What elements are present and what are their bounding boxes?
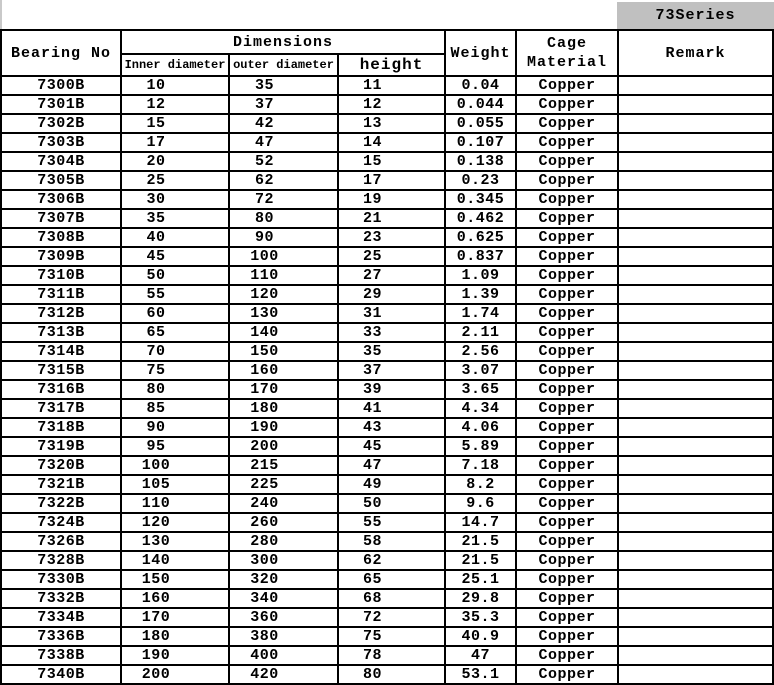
height-cell: 29	[338, 285, 445, 304]
inner-diameter-cell: 85	[121, 399, 229, 418]
inner-diameter-cell: 60	[121, 304, 229, 323]
outer-diameter-cell: 130	[229, 304, 338, 323]
outer-diameter-cell: 240	[229, 494, 338, 513]
inner-diameter-cell: 140	[121, 551, 229, 570]
inner-diameter-cell: 90	[121, 418, 229, 437]
weight-cell: 4.34	[445, 399, 516, 418]
series-title-badge	[617, 2, 774, 29]
cage-material-cell: Copper	[516, 209, 618, 228]
bearing-no-cell: 7306B	[1, 190, 121, 209]
cage-material-cell: Copper	[516, 418, 618, 437]
cage-material-cell: Copper	[516, 399, 618, 418]
table-row	[1, 361, 773, 380]
weight-cell: 5.89	[445, 437, 516, 456]
remark-cell	[618, 152, 773, 171]
outer-diameter-cell: 110	[229, 266, 338, 285]
outer-diameter-cell: 380	[229, 627, 338, 646]
weight-cell: 0.107	[445, 133, 516, 152]
weight-cell: 2.56	[445, 342, 516, 361]
outer-diameter-cell: 180	[229, 399, 338, 418]
cage-material-cell: Copper	[516, 627, 618, 646]
height-cell: 15	[338, 152, 445, 171]
bearing-no-cell: 7315B	[1, 361, 121, 380]
cage-material-cell: Copper	[516, 380, 618, 399]
bearing-no-cell: 7324B	[1, 513, 121, 532]
remark-cell	[618, 114, 773, 133]
bearing-no-cell: 7338B	[1, 646, 121, 665]
weight-cell: 1.74	[445, 304, 516, 323]
inner-diameter-cell: 30	[121, 190, 229, 209]
bearing-no-cell: 7328B	[1, 551, 121, 570]
bearing-spec-table	[0, 29, 774, 685]
table-row	[1, 323, 773, 342]
remark-cell	[618, 228, 773, 247]
table-row	[1, 114, 773, 133]
height-cell: 62	[338, 551, 445, 570]
inner-diameter-cell: 45	[121, 247, 229, 266]
bearing-no-cell: 7308B	[1, 228, 121, 247]
height-cell: 25	[338, 247, 445, 266]
cage-material-cell: Copper	[516, 513, 618, 532]
bearing-no-cell: 7312B	[1, 304, 121, 323]
table-row	[1, 456, 773, 475]
table-row	[1, 342, 773, 361]
height-cell: 39	[338, 380, 445, 399]
bearing-no-cell: 7313B	[1, 323, 121, 342]
outer-diameter-cell: 340	[229, 589, 338, 608]
weight-cell: 0.23	[445, 171, 516, 190]
bearing-no-cell: 7326B	[1, 532, 121, 551]
weight-cell: 3.07	[445, 361, 516, 380]
remark-cell	[618, 304, 773, 323]
outer-diameter-cell: 150	[229, 342, 338, 361]
weight-cell: 0.044	[445, 95, 516, 114]
height-cell: 80	[338, 665, 445, 684]
remark-cell	[618, 95, 773, 114]
weight-cell: 0.837	[445, 247, 516, 266]
bearing-no-cell: 7322B	[1, 494, 121, 513]
table-row	[1, 266, 773, 285]
outer-diameter-cell: 62	[229, 171, 338, 190]
outer-diameter-cell: 47	[229, 133, 338, 152]
cage-material-cell: Copper	[516, 551, 618, 570]
inner-diameter-cell: 190	[121, 646, 229, 665]
remark-cell	[618, 551, 773, 570]
weight-cell: 0.462	[445, 209, 516, 228]
weight-cell: 1.09	[445, 266, 516, 285]
weight-cell: 35.3	[445, 608, 516, 627]
outer-diameter-cell: 120	[229, 285, 338, 304]
spreadsheet-gridline	[0, 0, 2, 29]
remark-cell	[618, 399, 773, 418]
table-row	[1, 171, 773, 190]
cage-material-cell: Copper	[516, 456, 618, 475]
bearing-no-cell: 7310B	[1, 266, 121, 285]
bearing-no-cell: 7340B	[1, 665, 121, 684]
table-row	[1, 551, 773, 570]
weight-cell: 47	[445, 646, 516, 665]
table-row	[1, 247, 773, 266]
inner-diameter-cell: 20	[121, 152, 229, 171]
table-row	[1, 475, 773, 494]
weight-cell: 0.625	[445, 228, 516, 247]
height-cell: 17	[338, 171, 445, 190]
outer-diameter-cell: 225	[229, 475, 338, 494]
inner-diameter-cell: 70	[121, 342, 229, 361]
inner-diameter-cell: 120	[121, 513, 229, 532]
weight-cell: 0.04	[445, 76, 516, 95]
bearing-no-cell: 7304B	[1, 152, 121, 171]
height-cell: 50	[338, 494, 445, 513]
bearing-no-cell: 7319B	[1, 437, 121, 456]
remark-cell	[618, 437, 773, 456]
remark-cell	[618, 190, 773, 209]
inner-diameter-cell: 110	[121, 494, 229, 513]
series-title: 73Series	[655, 7, 736, 24]
weight-cell: 7.18	[445, 456, 516, 475]
bearing-no-cell: 7320B	[1, 456, 121, 475]
weight-cell: 29.8	[445, 589, 516, 608]
header-outer-diameter: outer diameter	[229, 54, 338, 76]
weight-cell: 53.1	[445, 665, 516, 684]
inner-diameter-cell: 130	[121, 532, 229, 551]
header-inner-diameter: Inner diameter	[121, 54, 229, 76]
weight-cell: 40.9	[445, 627, 516, 646]
height-cell: 23	[338, 228, 445, 247]
weight-cell: 0.055	[445, 114, 516, 133]
header-bearing-no: Bearing No	[1, 30, 121, 76]
cage-material-cell: Copper	[516, 76, 618, 95]
table-row	[1, 76, 773, 95]
height-cell: 27	[338, 266, 445, 285]
height-cell: 19	[338, 190, 445, 209]
bearing-no-cell: 7302B	[1, 114, 121, 133]
inner-diameter-cell: 50	[121, 266, 229, 285]
cage-material-cell: Copper	[516, 152, 618, 171]
bearing-no-cell: 7330B	[1, 570, 121, 589]
cage-material-cell: Copper	[516, 361, 618, 380]
remark-cell	[618, 513, 773, 532]
inner-diameter-cell: 180	[121, 627, 229, 646]
cage-material-cell: Copper	[516, 665, 618, 684]
height-cell: 68	[338, 589, 445, 608]
cage-material-cell: Copper	[516, 133, 618, 152]
outer-diameter-cell: 170	[229, 380, 338, 399]
bearing-no-cell: 7321B	[1, 475, 121, 494]
remark-cell	[618, 323, 773, 342]
outer-diameter-cell: 140	[229, 323, 338, 342]
outer-diameter-cell: 280	[229, 532, 338, 551]
weight-cell: 2.11	[445, 323, 516, 342]
outer-diameter-cell: 80	[229, 209, 338, 228]
height-cell: 41	[338, 399, 445, 418]
table-row	[1, 570, 773, 589]
table-row	[1, 285, 773, 304]
height-cell: 45	[338, 437, 445, 456]
cage-material-cell: Copper	[516, 608, 618, 627]
cage-material-cell: Copper	[516, 285, 618, 304]
weight-cell: 1.39	[445, 285, 516, 304]
outer-diameter-cell: 200	[229, 437, 338, 456]
remark-cell	[618, 361, 773, 380]
cage-material-cell: Copper	[516, 570, 618, 589]
outer-diameter-cell: 72	[229, 190, 338, 209]
inner-diameter-cell: 65	[121, 323, 229, 342]
inner-diameter-cell: 160	[121, 589, 229, 608]
cage-material-cell: Copper	[516, 494, 618, 513]
outer-diameter-cell: 260	[229, 513, 338, 532]
cage-material-cell: Copper	[516, 589, 618, 608]
outer-diameter-cell: 42	[229, 114, 338, 133]
table-row	[1, 437, 773, 456]
cage-material-cell: Copper	[516, 266, 618, 285]
remark-cell	[618, 266, 773, 285]
inner-diameter-cell: 95	[121, 437, 229, 456]
inner-diameter-cell: 100	[121, 456, 229, 475]
remark-cell	[618, 570, 773, 589]
remark-cell	[618, 665, 773, 684]
header-weight: Weight	[445, 30, 516, 76]
header-dimensions-group: Dimensions	[121, 30, 445, 54]
inner-diameter-cell: 75	[121, 361, 229, 380]
outer-diameter-cell: 215	[229, 456, 338, 475]
cage-material-cell: Copper	[516, 247, 618, 266]
cage-material-cell: Copper	[516, 532, 618, 551]
weight-cell: 8.2	[445, 475, 516, 494]
inner-diameter-cell: 17	[121, 133, 229, 152]
table-row	[1, 399, 773, 418]
table-row	[1, 380, 773, 399]
height-cell: 33	[338, 323, 445, 342]
remark-cell	[618, 532, 773, 551]
table-row	[1, 304, 773, 323]
height-cell: 49	[338, 475, 445, 494]
inner-diameter-cell: 35	[121, 209, 229, 228]
height-cell: 43	[338, 418, 445, 437]
outer-diameter-cell: 35	[229, 76, 338, 95]
header-cage-material: Cage Material	[516, 30, 618, 76]
inner-diameter-cell: 150	[121, 570, 229, 589]
bearing-no-cell: 7300B	[1, 76, 121, 95]
outer-diameter-cell: 190	[229, 418, 338, 437]
table-row	[1, 646, 773, 665]
height-cell: 11	[338, 76, 445, 95]
inner-diameter-cell: 55	[121, 285, 229, 304]
table-row	[1, 532, 773, 551]
weight-cell: 9.6	[445, 494, 516, 513]
cage-material-cell: Copper	[516, 323, 618, 342]
height-cell: 75	[338, 627, 445, 646]
bearing-no-cell: 7309B	[1, 247, 121, 266]
height-cell: 37	[338, 361, 445, 380]
table-header	[1, 30, 773, 76]
outer-diameter-cell: 100	[229, 247, 338, 266]
height-cell: 14	[338, 133, 445, 152]
height-cell: 58	[338, 532, 445, 551]
bearing-no-cell: 7301B	[1, 95, 121, 114]
remark-cell	[618, 342, 773, 361]
table-row	[1, 589, 773, 608]
table-row	[1, 627, 773, 646]
height-cell: 78	[338, 646, 445, 665]
bearing-no-cell: 7318B	[1, 418, 121, 437]
remark-cell	[618, 285, 773, 304]
cage-material-cell: Copper	[516, 342, 618, 361]
inner-diameter-cell: 10	[121, 76, 229, 95]
height-cell: 65	[338, 570, 445, 589]
inner-diameter-cell: 200	[121, 665, 229, 684]
table-row	[1, 209, 773, 228]
table-row	[1, 95, 773, 114]
height-cell: 21	[338, 209, 445, 228]
table-row	[1, 418, 773, 437]
outer-diameter-cell: 300	[229, 551, 338, 570]
inner-diameter-cell: 80	[121, 380, 229, 399]
remark-cell	[618, 646, 773, 665]
header-remark: Remark	[618, 30, 773, 76]
remark-cell	[618, 76, 773, 95]
outer-diameter-cell: 320	[229, 570, 338, 589]
outer-diameter-cell: 90	[229, 228, 338, 247]
cage-material-cell: Copper	[516, 171, 618, 190]
weight-cell: 25.1	[445, 570, 516, 589]
table-body	[1, 76, 773, 684]
table-row	[1, 133, 773, 152]
weight-cell: 21.5	[445, 551, 516, 570]
inner-diameter-cell: 12	[121, 95, 229, 114]
table-row	[1, 665, 773, 684]
table-row	[1, 152, 773, 171]
inner-diameter-cell: 40	[121, 228, 229, 247]
remark-cell	[618, 418, 773, 437]
table-row	[1, 608, 773, 627]
height-cell: 72	[338, 608, 445, 627]
remark-cell	[618, 209, 773, 228]
height-cell: 47	[338, 456, 445, 475]
remark-cell	[618, 589, 773, 608]
weight-cell: 0.138	[445, 152, 516, 171]
remark-cell	[618, 494, 773, 513]
bearing-no-cell: 7307B	[1, 209, 121, 228]
remark-cell	[618, 456, 773, 475]
inner-diameter-cell: 25	[121, 171, 229, 190]
inner-diameter-cell: 15	[121, 114, 229, 133]
inner-diameter-cell: 170	[121, 608, 229, 627]
bearing-no-cell: 7316B	[1, 380, 121, 399]
cage-material-cell: Copper	[516, 304, 618, 323]
outer-diameter-cell: 160	[229, 361, 338, 380]
cage-material-cell: Copper	[516, 95, 618, 114]
remark-cell	[618, 380, 773, 399]
height-cell: 31	[338, 304, 445, 323]
outer-diameter-cell: 37	[229, 95, 338, 114]
cage-material-cell: Copper	[516, 646, 618, 665]
bearing-no-cell: 7305B	[1, 171, 121, 190]
remark-cell	[618, 171, 773, 190]
header-height: height	[338, 54, 445, 76]
outer-diameter-cell: 420	[229, 665, 338, 684]
cage-material-cell: Copper	[516, 437, 618, 456]
table-row	[1, 513, 773, 532]
bearing-no-cell: 7314B	[1, 342, 121, 361]
bearing-no-cell: 7332B	[1, 589, 121, 608]
weight-cell: 4.06	[445, 418, 516, 437]
height-cell: 12	[338, 95, 445, 114]
cage-material-cell: Copper	[516, 190, 618, 209]
outer-diameter-cell: 52	[229, 152, 338, 171]
outer-diameter-cell: 400	[229, 646, 338, 665]
height-cell: 35	[338, 342, 445, 361]
weight-cell: 3.65	[445, 380, 516, 399]
weight-cell: 14.7	[445, 513, 516, 532]
table-row	[1, 494, 773, 513]
bearing-no-cell: 7311B	[1, 285, 121, 304]
table-row	[1, 228, 773, 247]
outer-diameter-cell: 360	[229, 608, 338, 627]
remark-cell	[618, 133, 773, 152]
height-cell: 13	[338, 114, 445, 133]
weight-cell: 0.345	[445, 190, 516, 209]
table-row	[1, 190, 773, 209]
bearing-no-cell: 7336B	[1, 627, 121, 646]
cage-material-cell: Copper	[516, 114, 618, 133]
weight-cell: 21.5	[445, 532, 516, 551]
remark-cell	[618, 247, 773, 266]
bearing-no-cell: 7334B	[1, 608, 121, 627]
remark-cell	[618, 608, 773, 627]
remark-cell	[618, 475, 773, 494]
bearing-no-cell: 7317B	[1, 399, 121, 418]
top-strip	[0, 0, 774, 29]
remark-cell	[618, 627, 773, 646]
cage-material-cell: Copper	[516, 475, 618, 494]
bearing-no-cell: 7303B	[1, 133, 121, 152]
cage-material-cell: Copper	[516, 228, 618, 247]
inner-diameter-cell: 105	[121, 475, 229, 494]
height-cell: 55	[338, 513, 445, 532]
